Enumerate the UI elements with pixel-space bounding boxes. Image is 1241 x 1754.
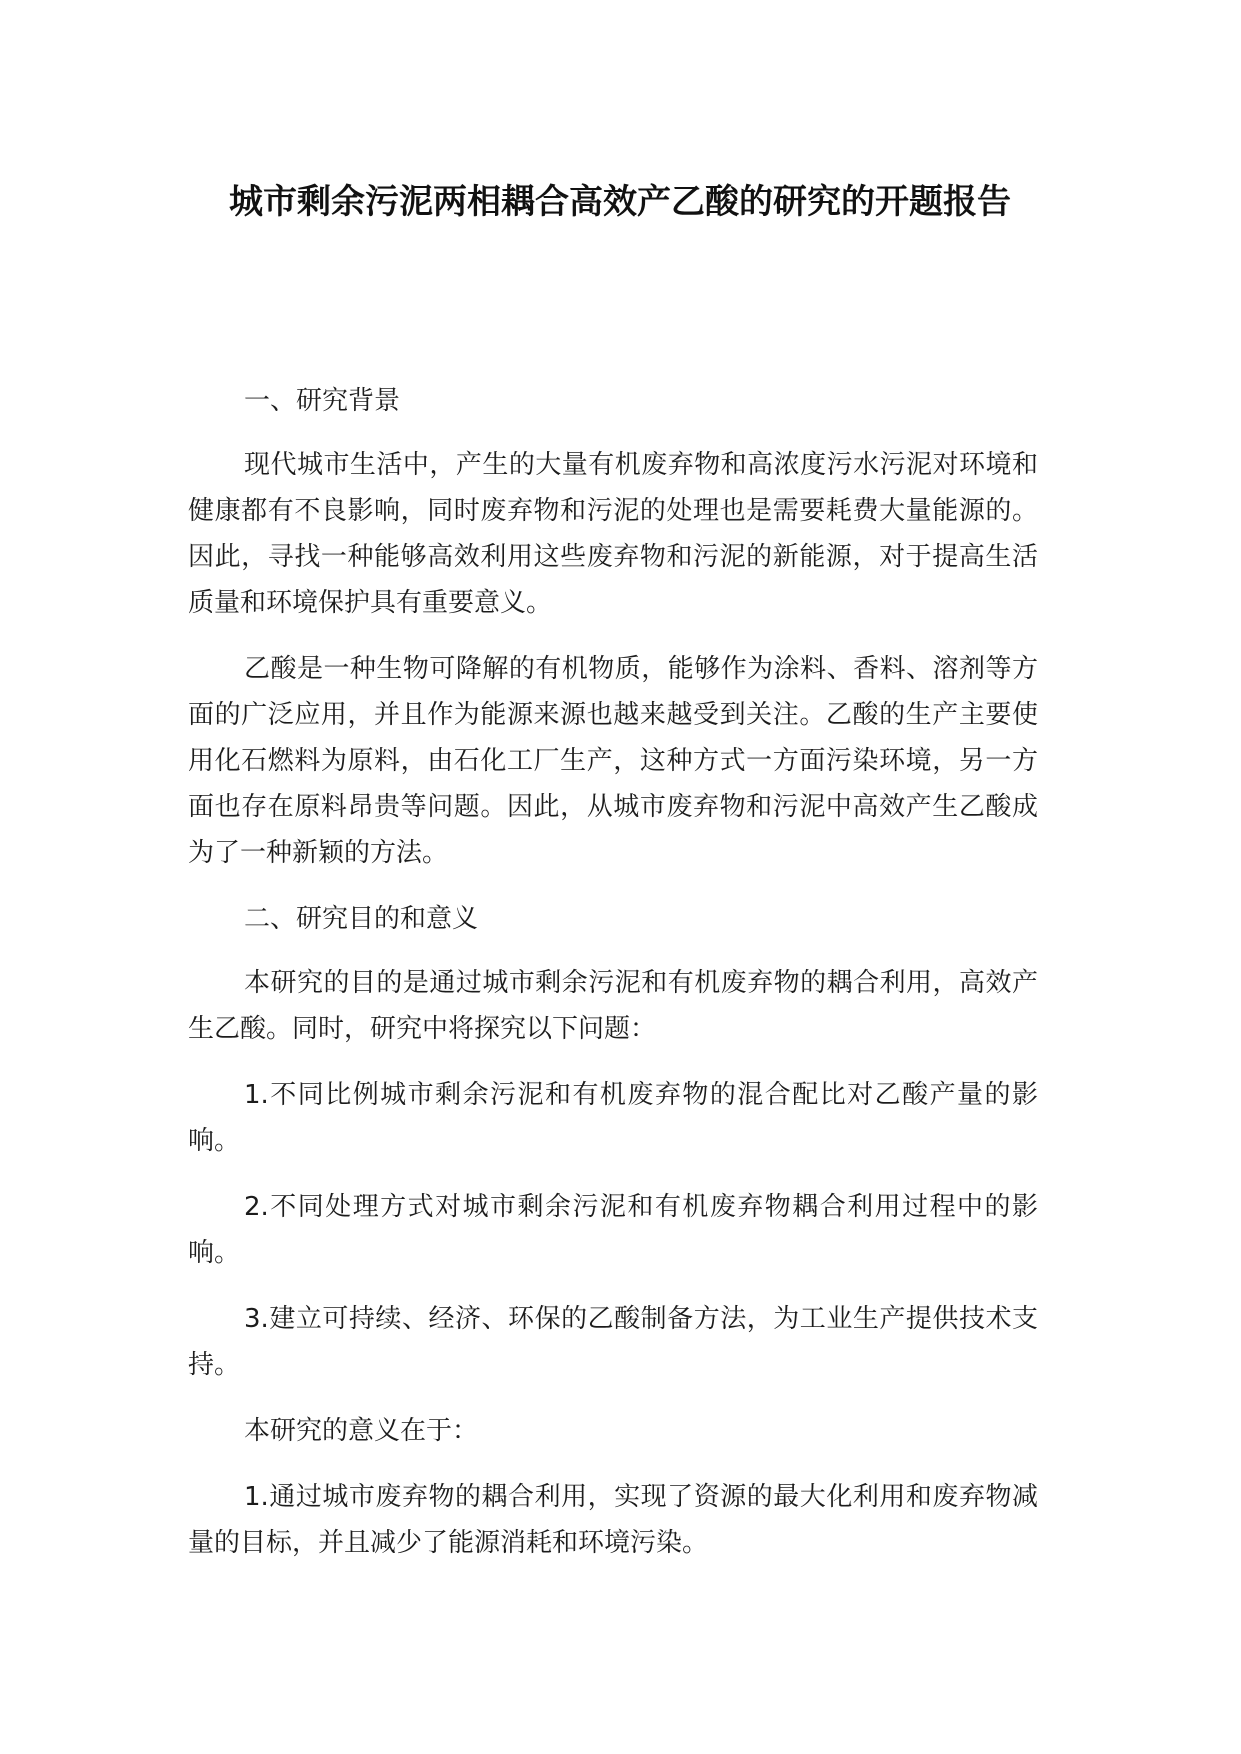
list-item: 3.建立可持续、经济、环保的乙酸制备方法，为工业生产提供技术支持。 bbox=[188, 1304, 1038, 1380]
section-heading-purpose: 二、研究目的和意义 bbox=[244, 904, 479, 934]
paragraph: 乙酸是一种生物可降解的有机物质，能够作为涂料、香料、溶剂等方面的广泛应用，并且作为能源来源也越来越受到关注。乙酸的生产主要使用化石燃料为原料，由石化工厂生产，这种方式一方面污染环境，另一方面也存在原料昂贵等问题。因此，从城市废弃物和污泥中高效产生乙酸成为了一种新颖的方法。 bbox=[188, 654, 1038, 868]
document-title: 城市剩余污泥两相耦合高效产乙酸的研究的开题报告 bbox=[229, 182, 1011, 222]
paragraph: 本研究的意义在于： bbox=[244, 1416, 479, 1446]
list-item: 2.不同处理方式对城市剩余污泥和有机废弃物耦合利用过程中的影响。 bbox=[188, 1192, 1038, 1268]
list-item: 1.不同比例城市剩余污泥和有机废弃物的混合配比对乙酸产量的影响。 bbox=[188, 1080, 1038, 1156]
paragraph: 现代城市生活中，产生的大量有机废弃物和高浓度污水污泥对环境和健康都有不良影响，同时废弃物和污泥的处理也是需要耗费大量能源的。因此，寻找一种能够高效利用这些废弃物和污泥的新能源，对于提高生活质量和环境保护具有重要意义。 bbox=[188, 450, 1038, 618]
section-heading-background: 一、研究背景 bbox=[244, 386, 401, 416]
paragraph: 本研究的目的是通过城市剩余污泥和有机废弃物的耦合利用，高效产生乙酸。同时，研究中将探究以下问题： bbox=[188, 968, 1038, 1044]
document-body bbox=[188, 378, 1038, 1566]
list-item: 1.通过城市废弃物的耦合利用，实现了资源的最大化利用和废弃物减量的目标，并且减少了能源消耗和环境污染。 bbox=[188, 1482, 1038, 1558]
